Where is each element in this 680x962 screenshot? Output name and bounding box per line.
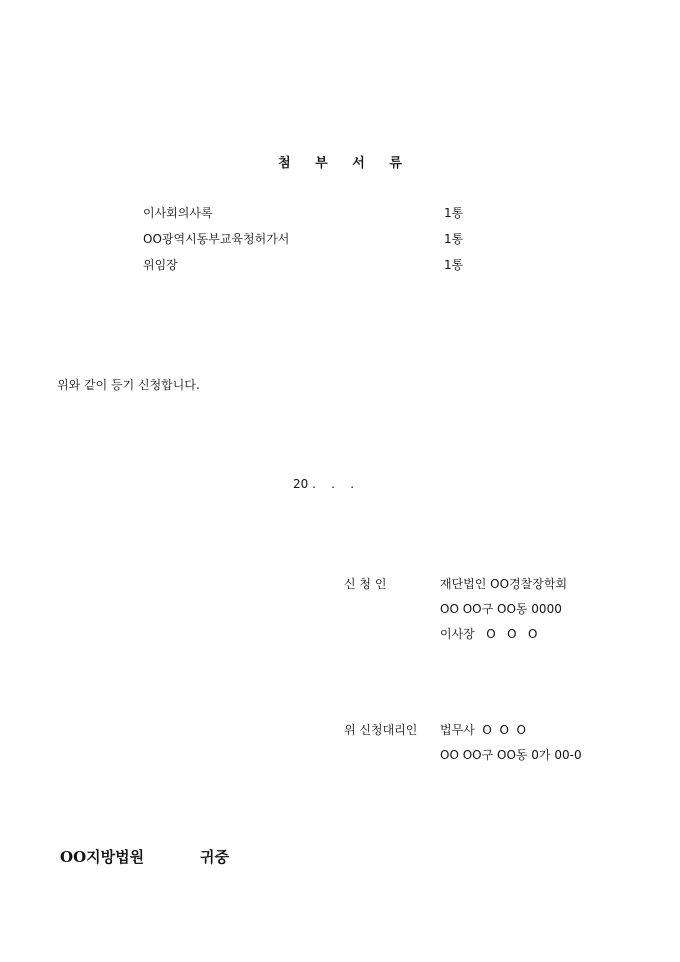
agent-name: 법무사 O O O <box>440 723 526 737</box>
document-title: 첨 부 서 류 <box>278 156 412 171</box>
date-line: 20 . . . <box>293 477 355 491</box>
agent-address: OO OO구 OO동 0가 00-0 <box>440 748 582 762</box>
attachment-qty: 1통 <box>444 206 464 220</box>
respect-suffix: 귀중 <box>200 848 229 866</box>
applicant-label: 신 청 인 <box>344 577 387 591</box>
attachment-name: 이사회의사록 <box>143 206 213 220</box>
attachment-qty: 1통 <box>444 232 464 246</box>
attachment-name: OO광역시동부교육청허가서 <box>143 232 290 246</box>
applicant-address: OO OO구 OO동 0000 <box>440 602 562 616</box>
agent-label: 위 신청대리인 <box>344 723 418 737</box>
applicant-representative: 이사장 O O O <box>440 627 538 641</box>
attachment-name: 위임장 <box>143 258 178 272</box>
applicant-org: 재단법인 OO경찰장학회 <box>440 577 568 591</box>
court-name: OO지방법원 <box>60 848 145 866</box>
attachment-qty: 1통 <box>444 258 464 272</box>
application-statement: 위와 같이 등기 신청합니다. <box>57 378 200 392</box>
